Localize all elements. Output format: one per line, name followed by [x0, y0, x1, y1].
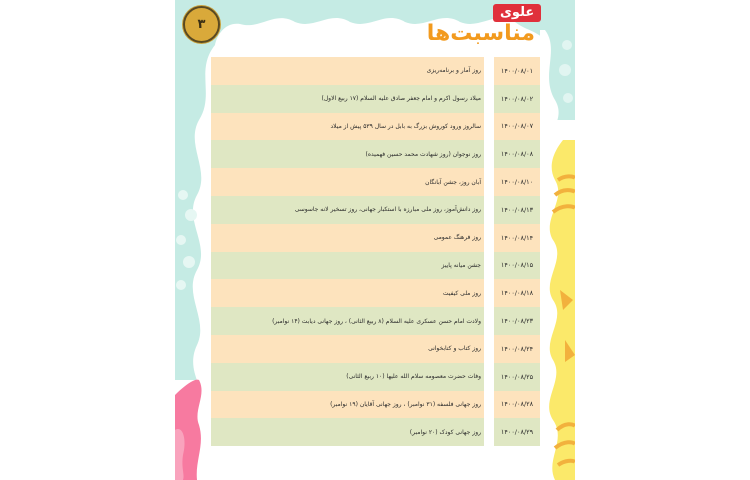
event-date: ۱۴۰۰/۰۸/۱۳ [500, 205, 534, 214]
event-date: ۱۴۰۰/۰۸/۰۷ [500, 122, 534, 131]
date-row [494, 196, 540, 224]
event-text: روز دانش‌آموز، روز ملی مبارزه با استکبار جهانی، روز تسخیر لانه جاسوسی [294, 206, 481, 214]
event-text: جشن میانه پاییز [441, 261, 481, 269]
event-text: وفات حضرت معصومه سلام الله علیها (۱۰ ربیع الثانی) [346, 373, 481, 381]
event-row [211, 335, 484, 363]
event-text: میلاد رسول اکرم و امام جعفر صادق علیه السلام (۱۷ ربیع الاول) [321, 95, 481, 103]
event-text: روز آمار و برنامه‌ریزی [426, 67, 481, 75]
event-date: ۱۴۰۰/۰۸/۱۸ [500, 289, 534, 298]
events-column [211, 57, 484, 446]
event-date: ۱۴۰۰/۰۸/۰۸ [500, 150, 534, 159]
date-row [494, 391, 540, 419]
date-row [494, 85, 540, 113]
date-row [494, 168, 540, 196]
date-row [494, 363, 540, 391]
event-row [211, 140, 484, 168]
event-date: ۱۴۰۰/۰۸/۲۳ [500, 317, 534, 326]
date-row [494, 140, 540, 168]
event-row [211, 113, 484, 141]
event-date: ۱۴۰۰/۰۸/۱۴ [500, 233, 534, 242]
event-date: ۱۴۰۰/۰۸/۲۵ [500, 372, 534, 381]
date-row [494, 113, 540, 141]
page-number: ۳ [197, 17, 206, 32]
event-row [211, 252, 484, 280]
event-date: ۱۴۰۰/۰۸/۱۰ [500, 178, 534, 187]
date-row [494, 418, 540, 446]
event-row [211, 418, 484, 446]
event-date: ۱۴۰۰/۰۸/۲۴ [500, 344, 534, 353]
event-row [211, 391, 484, 419]
page-number-badge [183, 6, 220, 43]
event-text: روز ملی کیفیت [442, 289, 481, 297]
event-date: ۱۴۰۰/۰۸/۰۱ [500, 66, 534, 75]
event-row [211, 279, 484, 307]
date-row [494, 335, 540, 363]
event-row [211, 168, 484, 196]
event-row [211, 363, 484, 391]
event-date: ۱۴۰۰/۰۸/۲۹ [500, 428, 534, 437]
event-row [211, 224, 484, 252]
event-row [211, 57, 484, 85]
date-row [494, 224, 540, 252]
event-text: روز فرهنگ عمومی [433, 234, 481, 242]
event-text: روز جهانی کودک (۲۰ نوامبر) [409, 428, 481, 436]
event-text: روز کتاب و کتابخوانی [428, 345, 481, 353]
event-date: ۱۴۰۰/۰۸/۲۸ [500, 400, 534, 409]
dates-column [494, 57, 540, 446]
date-row [494, 307, 540, 335]
event-row [211, 85, 484, 113]
date-row [494, 252, 540, 280]
event-row [211, 196, 484, 224]
event-text: سالروز ورود کوروش بزرگ به بابل در سال ۵۳۹ پیش از میلاد [330, 122, 481, 130]
event-text: روز جهانی فلسفه (۳۱ نوامبر) ، روز جهانی آقایان (۱۹ نوامبر) [330, 400, 481, 408]
date-row [494, 279, 540, 307]
page-title: مناسبت‌ها [426, 21, 535, 46]
event-date: ۱۴۰۰/۰۸/۰۲ [500, 94, 534, 103]
calendar-page [175, 0, 575, 480]
date-row [494, 57, 540, 85]
event-text: روز نوجوان (روز شهادت محمد حسین فهمیده) [365, 150, 481, 158]
school-tag: علوی [493, 4, 541, 22]
event-text: آبان روز، جشن آبانگان [425, 178, 481, 186]
event-row [211, 307, 484, 335]
event-date: ۱۴۰۰/۰۸/۱۵ [500, 261, 534, 270]
event-text: ولادت امام حسن عسکری علیه السلام (۸ ربیع الثانی) ، روز جهانی دیابت (۱۴ نوامبر) [272, 317, 481, 325]
